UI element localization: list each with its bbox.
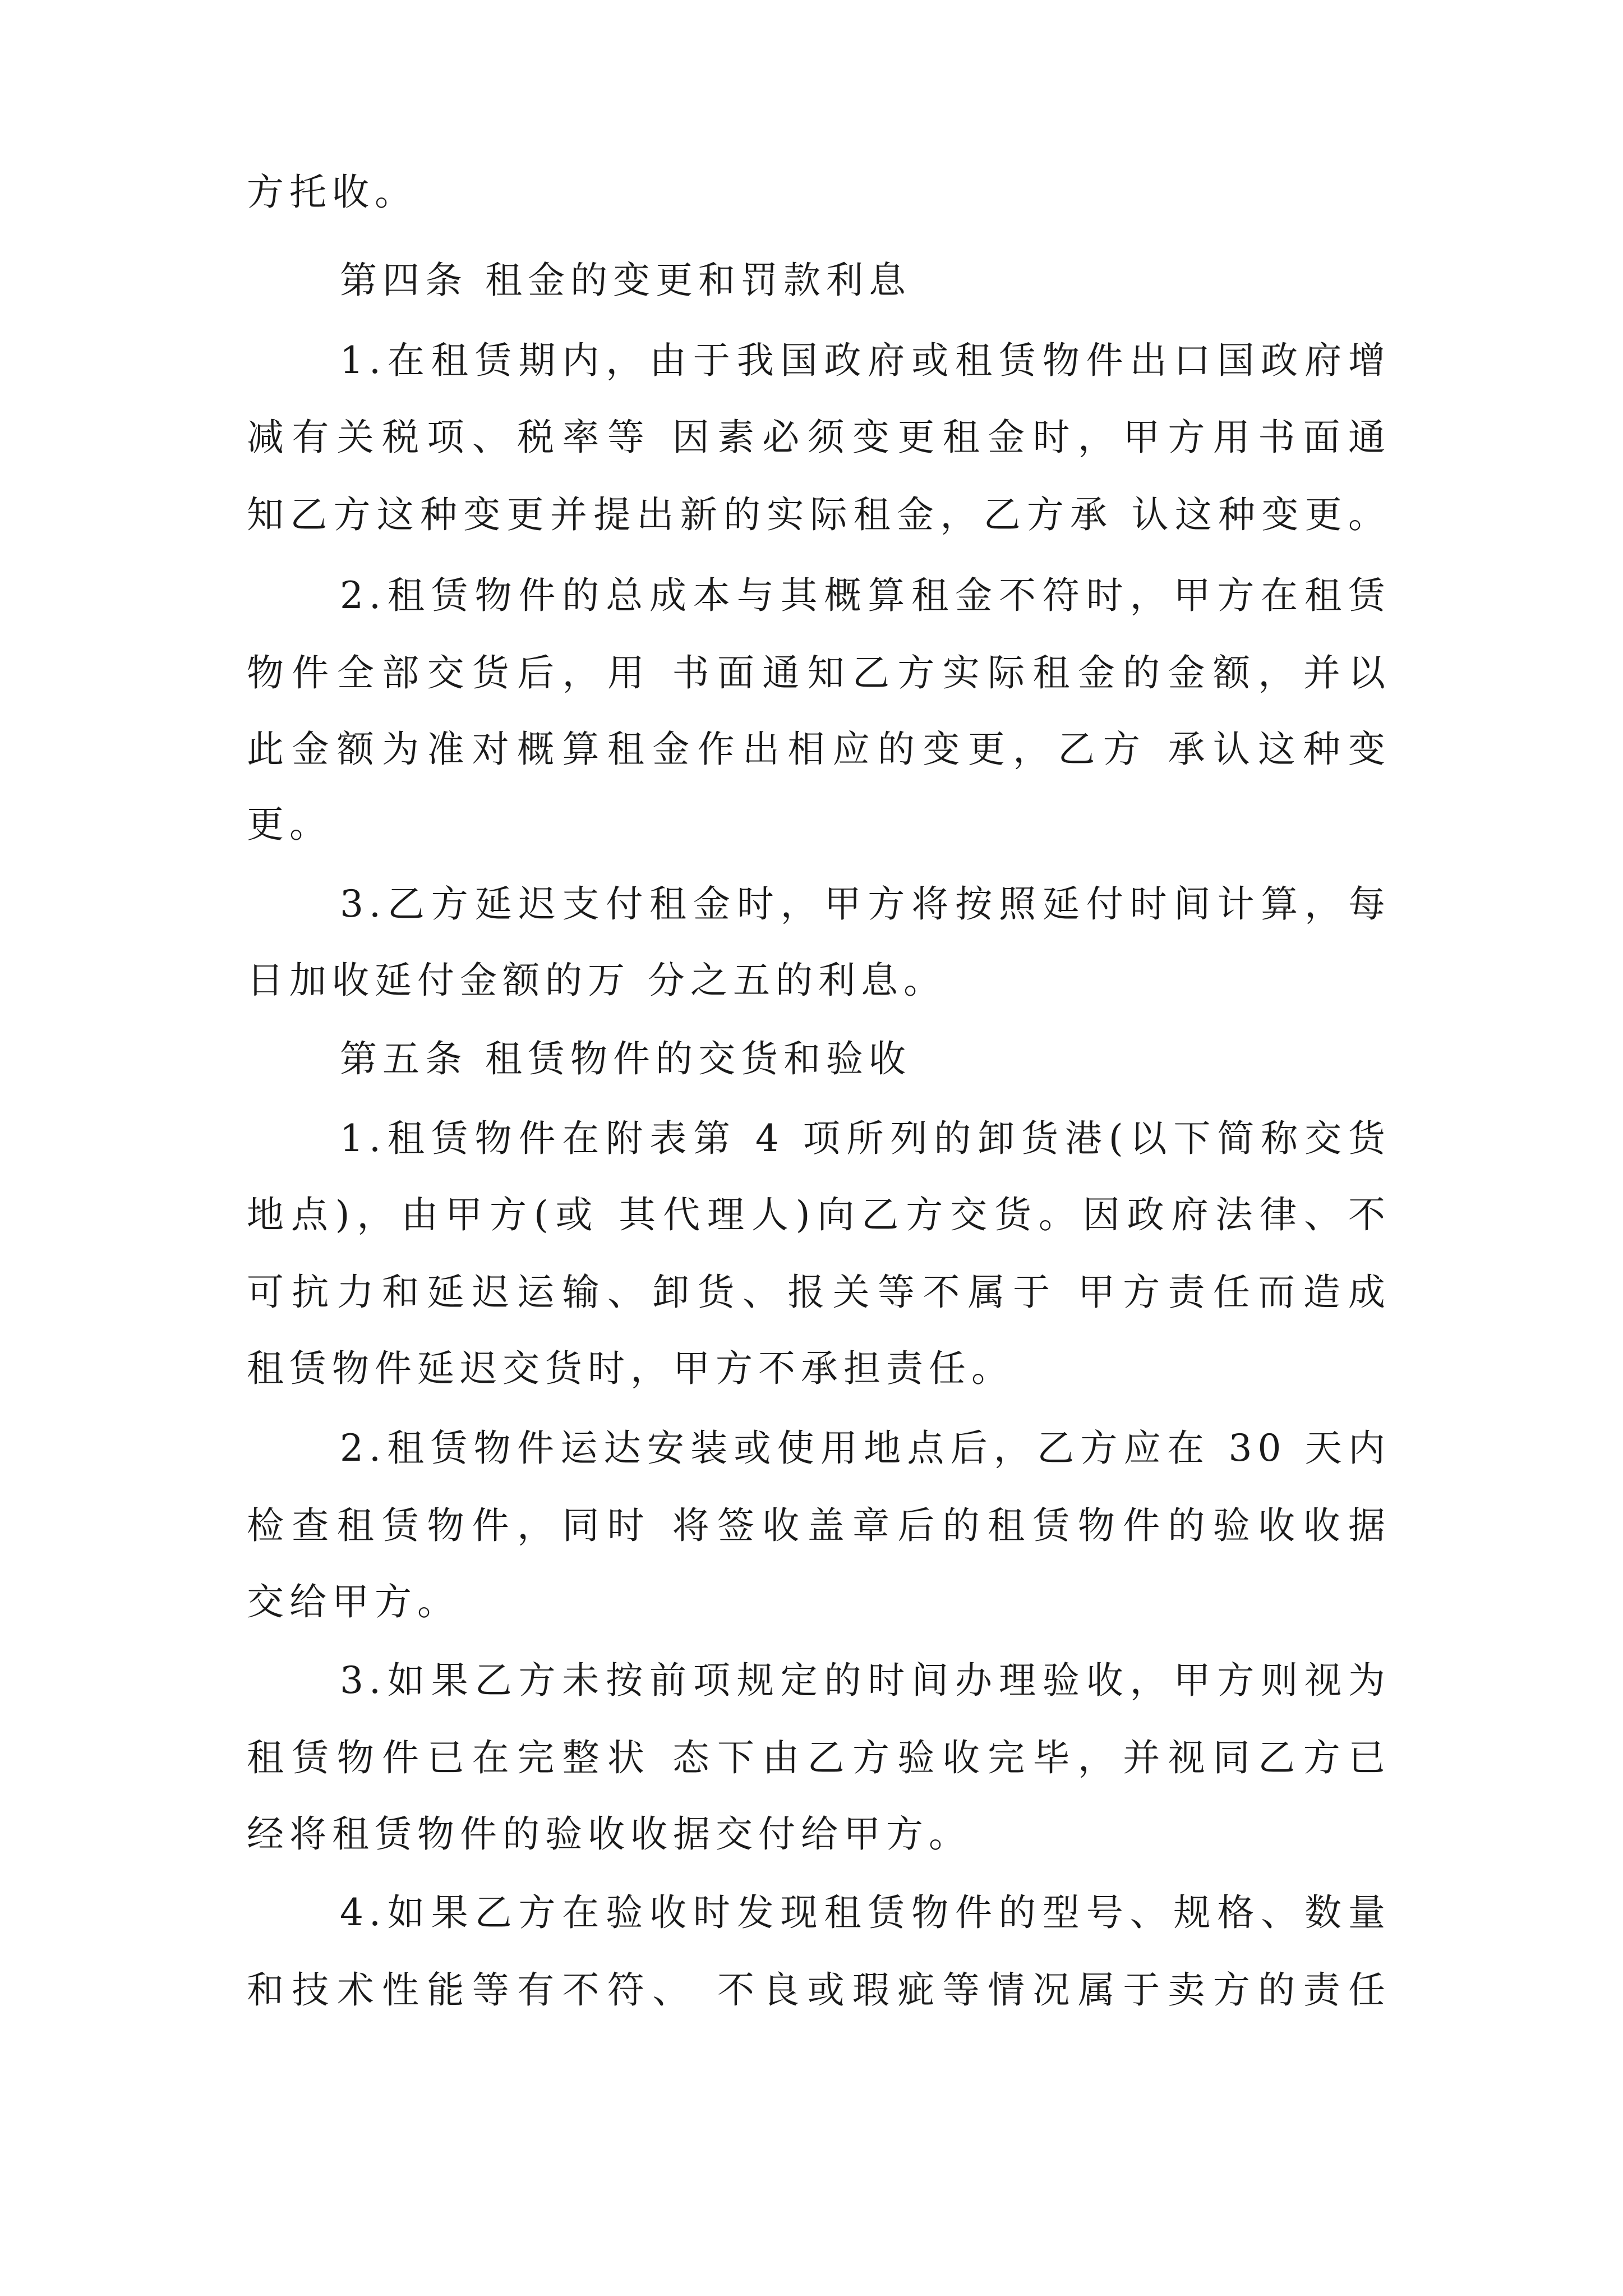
text-line: 日加收延付金额的万 分之五的利息。 — [247, 959, 946, 1002]
text-line: 4.如果乙方在验收时发现租赁物件的型号、规格、数量 — [340, 1891, 1391, 1934]
text-line: 租赁物件已在完整状 态下由乙方验收完毕，并视同乙方已 — [247, 1736, 1391, 1779]
text-line: 物件全部交货后，用 书面通知乙方实际租金的金额，并以 — [247, 651, 1391, 694]
text-line: 2.租赁物件的总成本与其概算租金不符时，甲方在租赁 — [340, 574, 1391, 617]
text-line: 和技术性能等有不符、 不良或瑕疵等情况属于卖方的责任 — [247, 1968, 1391, 2012]
text-line: 3.如果乙方未按前项规定的时间办理验收，甲方则视为 — [340, 1659, 1391, 1702]
text-line: 交给甲方。 — [247, 1580, 460, 1623]
text-line: 方托收。 — [247, 171, 417, 214]
text-line: 可抗力和延迟运输、卸货、报关等不属于 甲方责任而造成 — [247, 1271, 1391, 1314]
text-line: 此金额为准对概算租金作出相应的变更，乙方 承认这种变 — [247, 728, 1391, 771]
text-line: 知乙方这种变更并提出新的实际租金，乙方承 认这种变更。 — [247, 493, 1391, 536]
text-line: 减有关税项、税率等 因素必须变更租金时，甲方用书面通 — [247, 416, 1391, 459]
text-line: 更。 — [247, 803, 332, 846]
text-line: 地点)，由甲方(或 其代理人)向乙方交货。因政府法律、不 — [247, 1193, 1391, 1236]
text-line: 经将租赁物件的验收收据交付给甲方。 — [247, 1812, 971, 1856]
section-heading: 第五条 租赁物件的交货和验收 — [340, 1037, 911, 1080]
text-line: 2.租赁物件运达安装或使用地点后，乙方应在 30 天内 — [340, 1427, 1391, 1470]
text-line: 租赁物件延迟交货时，甲方不承担责任。 — [247, 1347, 1014, 1390]
text-line: 检查租赁物件，同时 将签收盖章后的租赁物件的验收收据 — [247, 1504, 1391, 1547]
section-heading: 第四条 租金的变更和罚款利息 — [340, 259, 911, 302]
text-line: 3.乙方延迟支付租金时，甲方将按照延付时间计算，每 — [340, 882, 1391, 926]
text-line: 1.租赁物件在附表第 4 项所列的卸货港(以下简称交货 — [340, 1117, 1391, 1160]
text-line: 1.在租赁期内，由于我国政府或租赁物件出口国政府增 — [340, 339, 1391, 382]
